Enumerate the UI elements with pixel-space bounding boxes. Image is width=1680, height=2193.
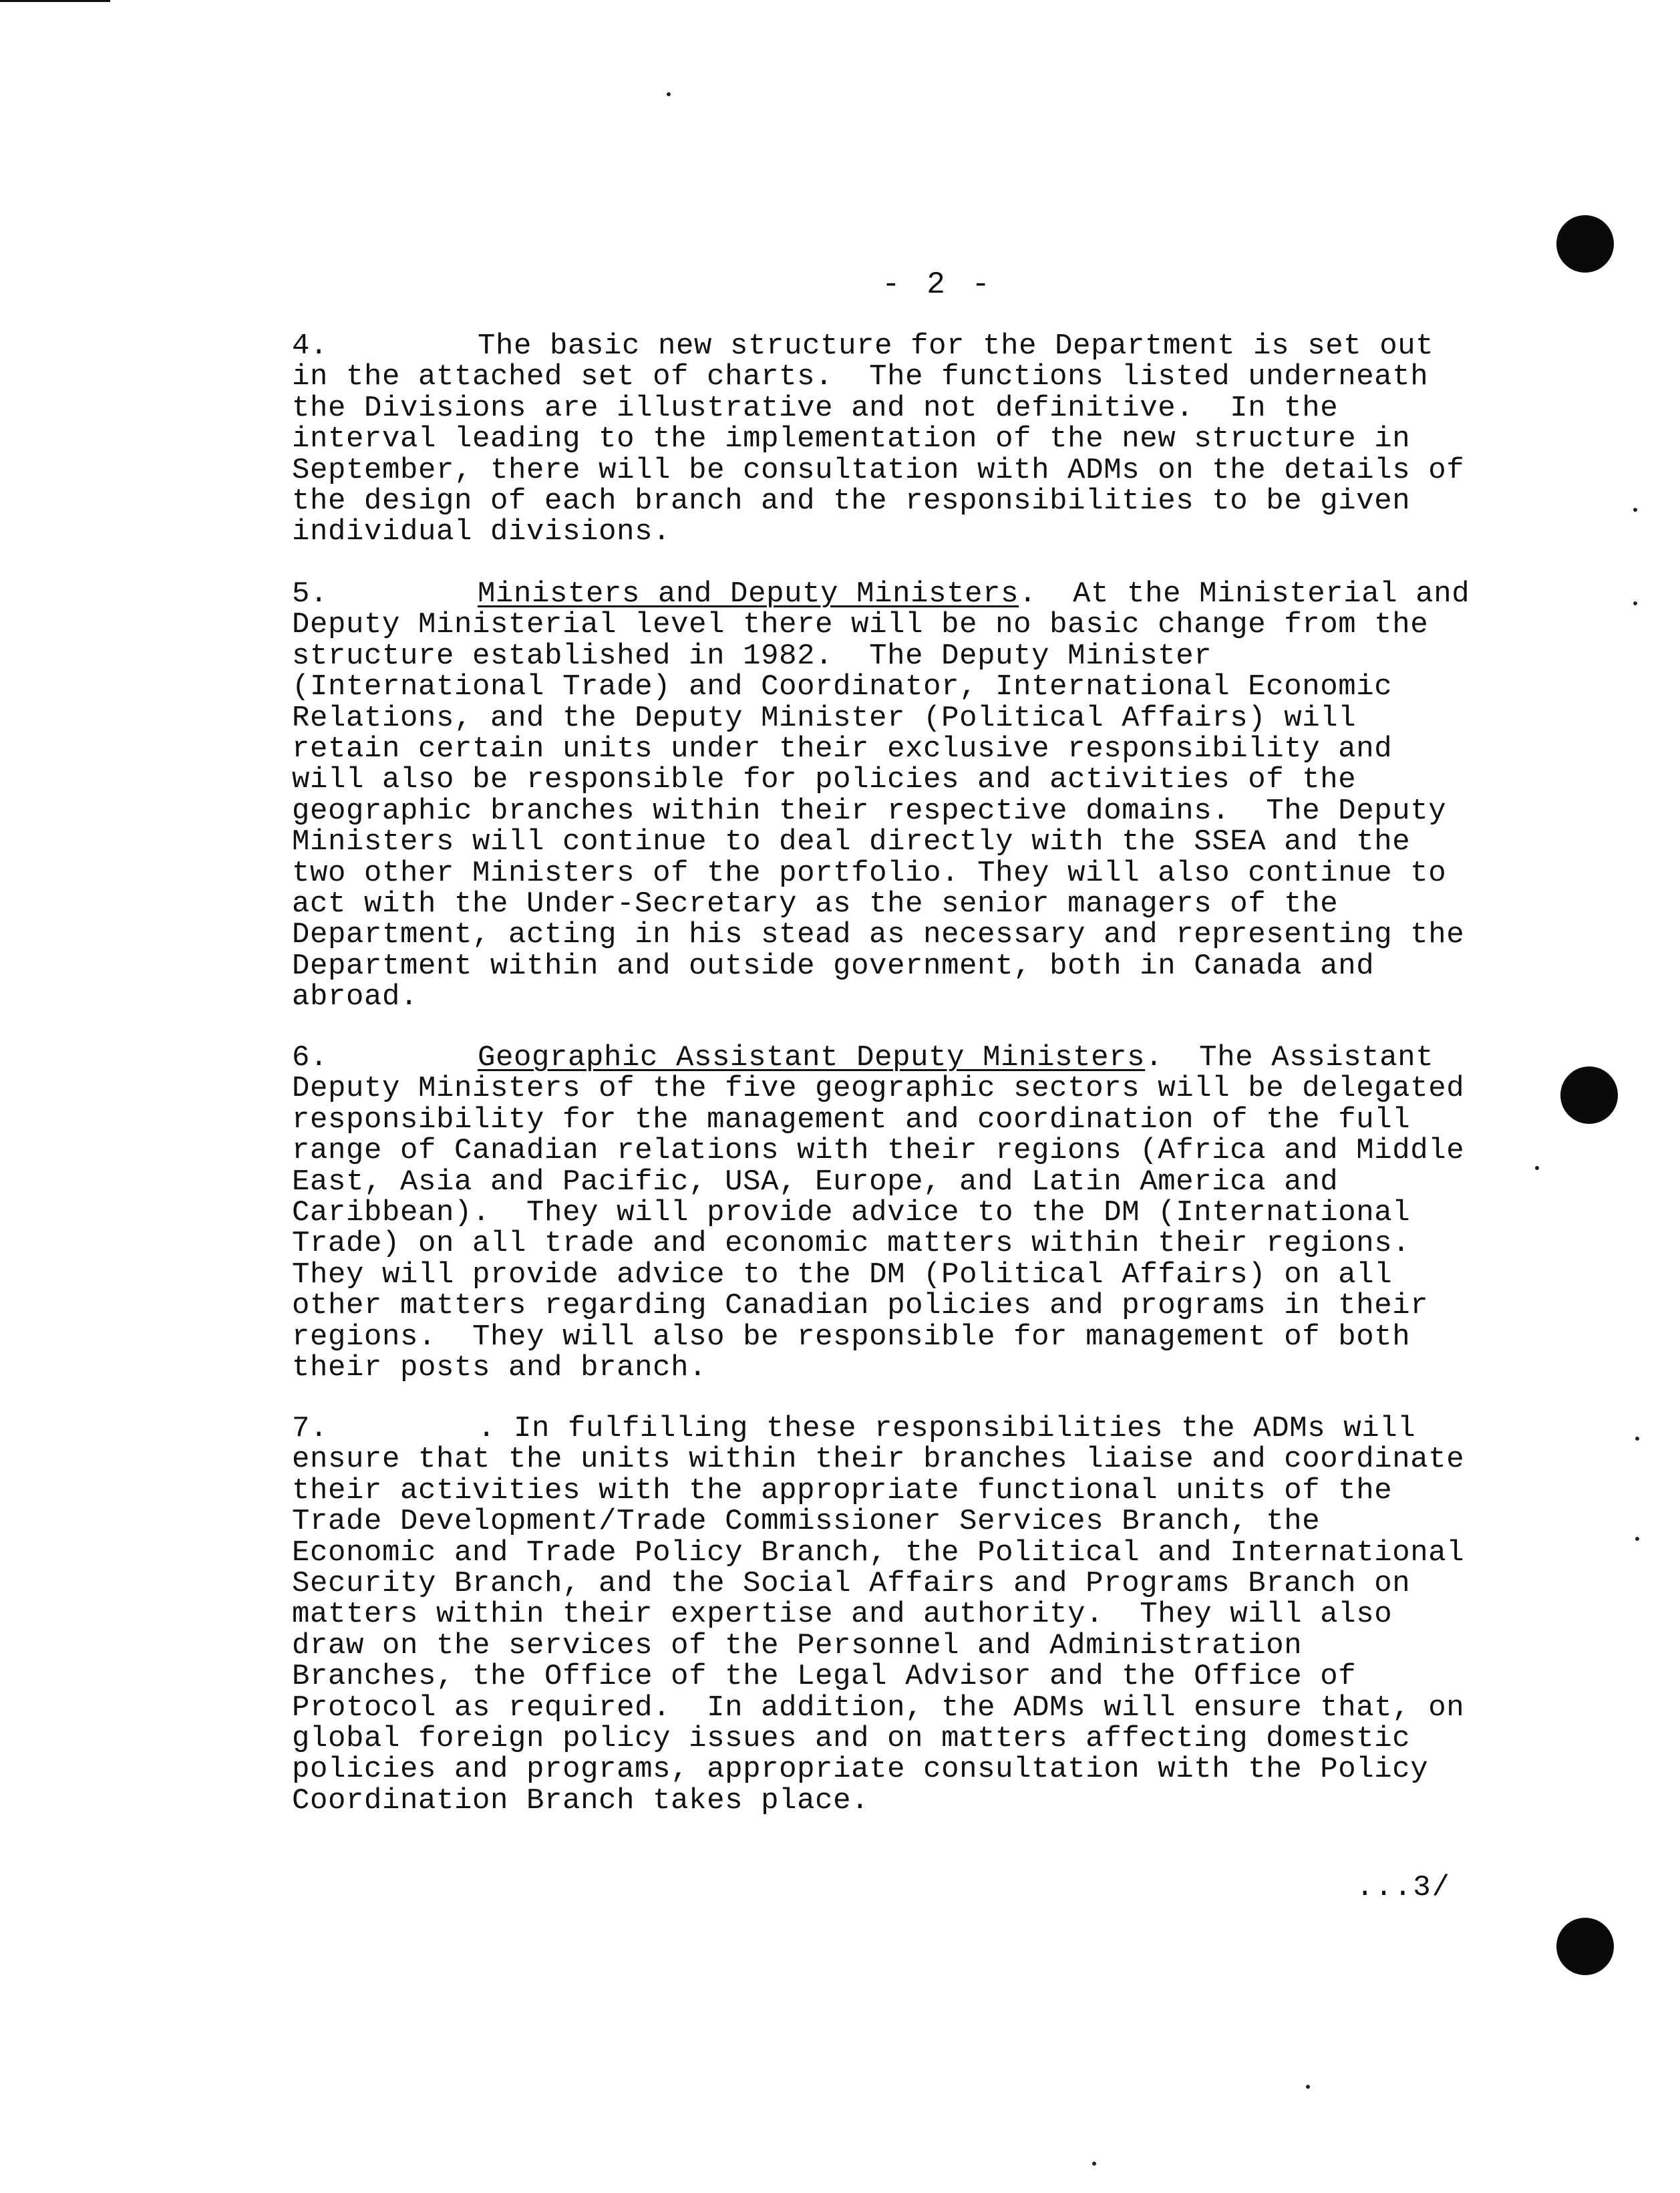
paragraph-line: abroad.: [292, 980, 419, 1014]
paragraph-number: 6.: [292, 1041, 329, 1074]
paragraph-4: [292, 331, 1534, 548]
punch-hole-bottom: [1556, 1918, 1614, 1975]
paragraph-number: 5.: [292, 577, 329, 611]
paragraph-line: in the attached set of charts. The functions listed underneath: [292, 360, 1429, 394]
paragraph-heading: Geographic Assistant Deputy Ministers: [478, 1041, 1146, 1074]
paragraph-line: The basic new structure for the Department is set out: [478, 329, 1434, 363]
paragraph-line: (International Trade) and Coordinator, International Economic: [292, 670, 1393, 704]
paragraph-line: range of Canadian relations with their regions (Africa and Middle: [292, 1134, 1465, 1168]
scan-speck: [667, 92, 671, 96]
paragraph-line: Ministers will continue to deal directly with the SSEA and the: [292, 825, 1411, 859]
paragraph-line: will also be responsible for policies and activities of the: [292, 763, 1357, 797]
punch-hole-top: [1556, 215, 1614, 273]
paragraph-line: East, Asia and Pacific, USA, Europe, and Latin America and: [292, 1165, 1339, 1199]
paragraph-line: Coordination Branch takes place.: [292, 1783, 870, 1817]
paragraph-line: Department, acting in his stead as necessary and representing the: [292, 918, 1465, 952]
paragraph-line: individual divisions.: [292, 515, 671, 549]
paragraph-line: Branches, the Office of the Legal Advisor and the Office of: [292, 1660, 1357, 1694]
paragraph-line: geographic branches within their respective domains. The Deputy: [292, 794, 1447, 828]
paragraph-line: their posts and branch.: [292, 1351, 707, 1385]
paragraph-line: Department within and outside government, both in Canada and: [292, 949, 1375, 983]
scan-speck: [1306, 2085, 1310, 2089]
paragraph-heading: Ministers and Deputy Ministers: [478, 577, 1019, 611]
scan-speck: [1635, 1437, 1639, 1441]
paragraph-line: matters within their expertise and authority. They will also: [292, 1598, 1393, 1632]
paragraph-line: their activities with the appropriate functional units of the: [292, 1473, 1393, 1507]
paragraph-5: [292, 579, 1534, 1013]
punch-hole-middle: [1560, 1066, 1618, 1124]
continuation-marker: ...3/: [1356, 1871, 1452, 1904]
scan-speck: [1633, 601, 1637, 605]
paragraph-line: Security Branch, and the Social Affairs and Programs Branch on: [292, 1567, 1411, 1601]
page-number: - 2 -: [882, 267, 995, 302]
paragraph-line: ensure that the units within their branches liaise and coordinate: [292, 1443, 1465, 1477]
paragraph-line: Relations, and the Deputy Minister (Political Affairs) will: [292, 701, 1357, 735]
scan-speck: [1535, 1166, 1539, 1170]
paragraph-line: structure established in 1982. The Deputy Minister: [292, 639, 1212, 673]
paragraph-line: other matters regarding Canadian policies and programs in their: [292, 1289, 1429, 1323]
scan-speck: [1633, 508, 1637, 512]
paragraph-6: [292, 1042, 1534, 1383]
paragraph-line: policies and programs, appropriate consultation with the Policy: [292, 1753, 1429, 1787]
paragraph-line: regions. They will also be responsible for management of both: [292, 1320, 1411, 1354]
paragraph-line: responsibility for the management and coordination of the full: [292, 1103, 1411, 1137]
paragraph-line: retain certain units under their exclusive responsibility and: [292, 732, 1393, 766]
paragraph-line: the Divisions are illustrative and not definitive. In the: [292, 391, 1339, 425]
paragraph-line: global foreign policy issues and on matters affecting domestic: [292, 1722, 1411, 1756]
paragraph-line: the design of each branch and the responsibilities to be given: [292, 484, 1411, 519]
paragraph-line: . In fulfilling these responsibilities the ADMs will: [478, 1412, 1416, 1445]
paragraph-line: . At the Ministerial and: [1019, 577, 1470, 611]
scan-speck: [1635, 1537, 1639, 1541]
paragraph-line: Deputy Ministerial level there will be no basic change from the: [292, 608, 1429, 642]
paragraph-line: interval leading to the implementation of the new structure in: [292, 422, 1411, 456]
paragraph-line: Trade Development/Trade Commissioner Services Branch, the: [292, 1505, 1321, 1539]
scan-speck: [1092, 2162, 1096, 2166]
paragraph-number: 7.: [292, 1412, 329, 1445]
paragraph-7: [292, 1413, 1534, 1816]
paragraph-line: Economic and Trade Policy Branch, the Political and International: [292, 1536, 1465, 1570]
paragraph-line: Deputy Ministers of the five geographic sectors will be delegated: [292, 1072, 1465, 1106]
paragraph-line: Protocol as required. In addition, the ADMs will ensure that, on: [292, 1691, 1465, 1725]
paragraph-line: September, there will be consultation with ADMs on the details of: [292, 453, 1465, 487]
paragraph-line: draw on the services of the Personnel and Administration: [292, 1628, 1303, 1662]
paragraph-line: two other Ministers of the portfolio. They will also continue to: [292, 856, 1447, 890]
paragraph-line: . The Assistant: [1145, 1041, 1434, 1074]
paragraph-line: Trade) on all trade and economic matters within their regions.: [292, 1227, 1411, 1261]
paragraph-line: Caribbean). They will provide advice to the DM (International: [292, 1196, 1411, 1230]
paragraph-line: They will provide advice to the DM (Political Affairs) on all: [292, 1258, 1393, 1292]
scan-edge-line: [0, 0, 110, 2]
paragraph-line: act with the Under-Secretary as the senior managers of the: [292, 887, 1339, 921]
paragraph-number: 4.: [292, 329, 329, 363]
